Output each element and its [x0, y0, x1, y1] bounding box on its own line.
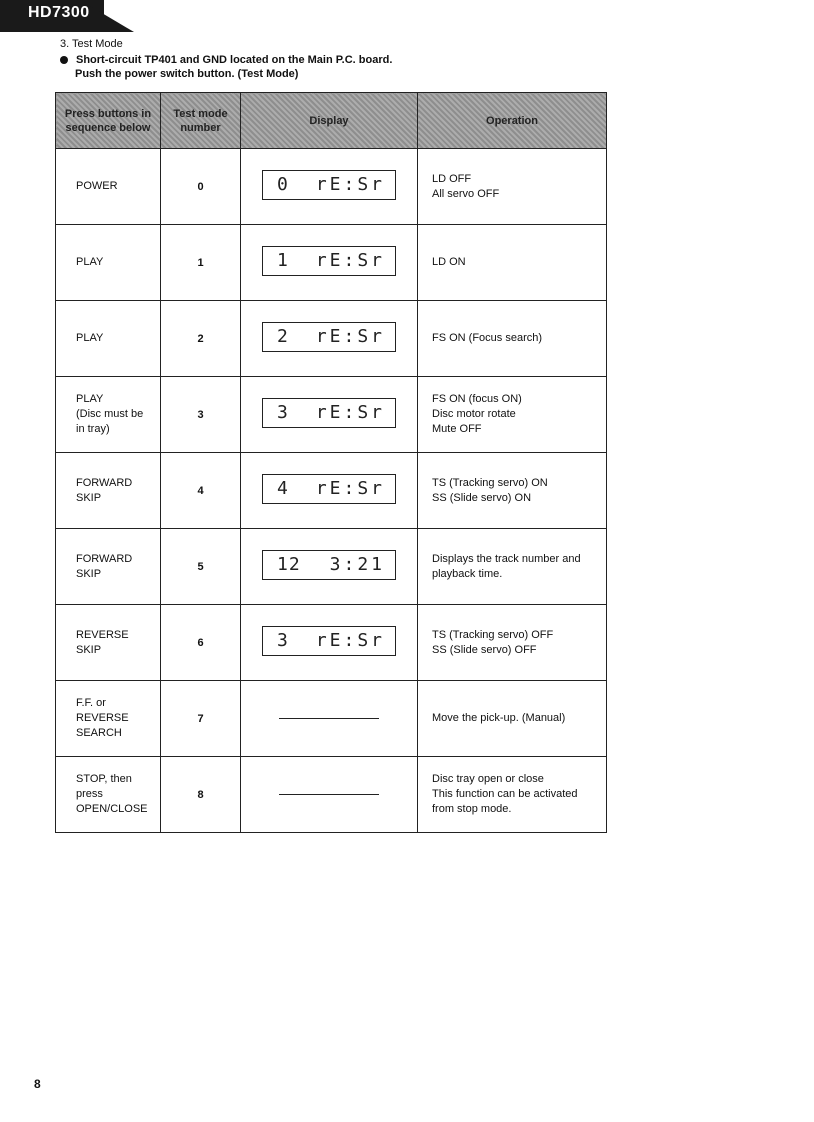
operation-text: This function can be activated: [432, 788, 578, 800]
lcd-right-digits: rE:Sr: [315, 326, 385, 347]
display-cell: [241, 301, 418, 377]
operation-text: LD OFF: [432, 172, 472, 185]
table-row: [56, 453, 607, 529]
operation-cell: [418, 377, 607, 453]
bullet-text: Short-circuit TP401 and GND located on the Main P.C. board.: [76, 54, 393, 66]
lcd-display: [262, 322, 396, 352]
display-cell: [241, 681, 418, 757]
operation-cell: [418, 757, 607, 833]
lcd-left-digits: 3: [277, 402, 289, 423]
lcd-right-digits: rE:Sr: [315, 478, 385, 499]
lcd-left-digits: 0: [277, 174, 289, 195]
button-label: press: [76, 788, 103, 800]
model-label: HD7300: [28, 4, 90, 21]
operation-text: from stop mode.: [432, 803, 512, 815]
operation-cell: [418, 681, 607, 757]
operation-text: All servo OFF: [432, 187, 500, 200]
button-sequence-cell: [56, 149, 161, 225]
lcd-left-digits: 1: [277, 250, 289, 271]
mode-number-cell: 5: [161, 529, 241, 605]
lcd-right-digits: rE:Sr: [315, 250, 385, 271]
operation-cell: [418, 225, 607, 301]
mode-number-cell: 0: [161, 149, 241, 225]
button-label: OPEN/CLOSE: [76, 803, 148, 815]
test-mode-table: [55, 92, 607, 833]
button-label: REVERSE: [76, 628, 129, 641]
button-label: FORWARD: [76, 476, 133, 489]
button-label: REVERSE: [76, 712, 129, 724]
operation-text: FS ON (focus ON): [432, 393, 522, 405]
mode-number-cell: 2: [161, 301, 241, 377]
operation-text: SS (Slide servo) OFF: [432, 643, 537, 656]
operation-text: TS (Tracking servo) ON: [432, 476, 548, 489]
operation-text: SS (Slide servo) ON: [432, 491, 532, 504]
operation-cell: [418, 301, 607, 377]
button-sequence-cell: [56, 681, 161, 757]
no-display-dash: [279, 718, 379, 719]
header-mode: Test mode number: [161, 93, 241, 149]
instruction-text: Push the power switch button. (Test Mode): [75, 68, 299, 80]
lcd-display: [262, 170, 396, 200]
display-cell: [241, 377, 418, 453]
bullet-instruction: [60, 54, 392, 66]
button-label: FORWARD: [76, 552, 133, 565]
operation-cell: [418, 149, 607, 225]
button-label: STOP, then: [76, 773, 132, 785]
table-row: [56, 377, 607, 453]
lcd-right-digits: rE:Sr: [315, 630, 385, 651]
mode-number-cell: 6: [161, 605, 241, 681]
table-row: [56, 225, 607, 301]
button-label: PLAY: [76, 332, 104, 344]
operation-text: LD ON: [432, 256, 466, 268]
header-buttons: Press buttons in sequence below: [56, 93, 161, 149]
lcd-left-digits: 4: [277, 478, 289, 499]
display-cell: [241, 225, 418, 301]
button-sequence-cell: [56, 529, 161, 605]
display-cell: [241, 149, 418, 225]
button-sequence-cell: [56, 453, 161, 529]
operation-text: Mute OFF: [432, 423, 482, 435]
button-label: (Disc must be: [76, 408, 144, 420]
lcd-left-digits: 3: [277, 630, 289, 651]
lcd-right-digits: 3:21: [329, 554, 385, 575]
operation-cell: [418, 453, 607, 529]
header-operation: Operation: [418, 93, 607, 149]
operation-text: playback time.: [432, 567, 503, 580]
operation-cell: [418, 605, 607, 681]
no-display-dash: [279, 794, 379, 795]
button-label: POWER: [76, 180, 118, 192]
bullet-icon: [60, 56, 68, 64]
table-row: [56, 605, 607, 681]
display-cell: [241, 757, 418, 833]
lcd-display: [262, 474, 396, 504]
mode-number-cell: 7: [161, 681, 241, 757]
mode-number-cell: 1: [161, 225, 241, 301]
operation-cell: [418, 529, 607, 605]
lcd-left-digits: 12: [277, 554, 301, 575]
lcd-display: [262, 550, 396, 580]
display-cell: [241, 605, 418, 681]
button-label: SKIP: [76, 567, 102, 580]
display-cell: [241, 529, 418, 605]
button-label: PLAY: [76, 256, 104, 268]
header-display: Display: [241, 93, 418, 149]
display-cell: [241, 453, 418, 529]
operation-text: Disc tray open or close: [432, 773, 544, 785]
lcd-left-digits: 2: [277, 326, 289, 347]
operation-text: TS (Tracking servo) OFF: [432, 628, 554, 641]
lcd-display: [262, 398, 396, 428]
table-row: [56, 681, 607, 757]
button-label: SKIP: [76, 491, 102, 504]
table-row: [56, 757, 607, 833]
table-row: [56, 149, 607, 225]
button-label: PLAY: [76, 393, 104, 405]
lcd-display: [262, 246, 396, 276]
operation-text: Displays the track number and: [432, 552, 581, 565]
button-sequence-cell: [56, 605, 161, 681]
section-title: 3. Test Mode: [60, 38, 123, 50]
page-number: 8: [34, 1077, 41, 1091]
button-label: F.F. or: [76, 697, 106, 709]
mode-number-cell: 4: [161, 453, 241, 529]
button-label: SEARCH: [76, 727, 122, 739]
mode-number-cell: 3: [161, 377, 241, 453]
lcd-right-digits: rE:Sr: [315, 402, 385, 423]
mode-number-cell: 8: [161, 757, 241, 833]
table-row: [56, 301, 607, 377]
button-sequence-cell: [56, 377, 161, 453]
table-header-row: [56, 93, 607, 149]
button-sequence-cell: [56, 757, 161, 833]
button-sequence-cell: [56, 301, 161, 377]
button-label: in tray): [76, 423, 110, 435]
lcd-right-digits: rE:Sr: [315, 174, 385, 195]
operation-text: Disc motor rotate: [432, 408, 516, 420]
table-row: [56, 529, 607, 605]
button-sequence-cell: [56, 225, 161, 301]
lcd-display: [262, 626, 396, 656]
operation-text: Move the pick-up. (Manual): [432, 712, 566, 724]
operation-text: FS ON (Focus search): [432, 332, 543, 344]
button-label: SKIP: [76, 643, 102, 656]
